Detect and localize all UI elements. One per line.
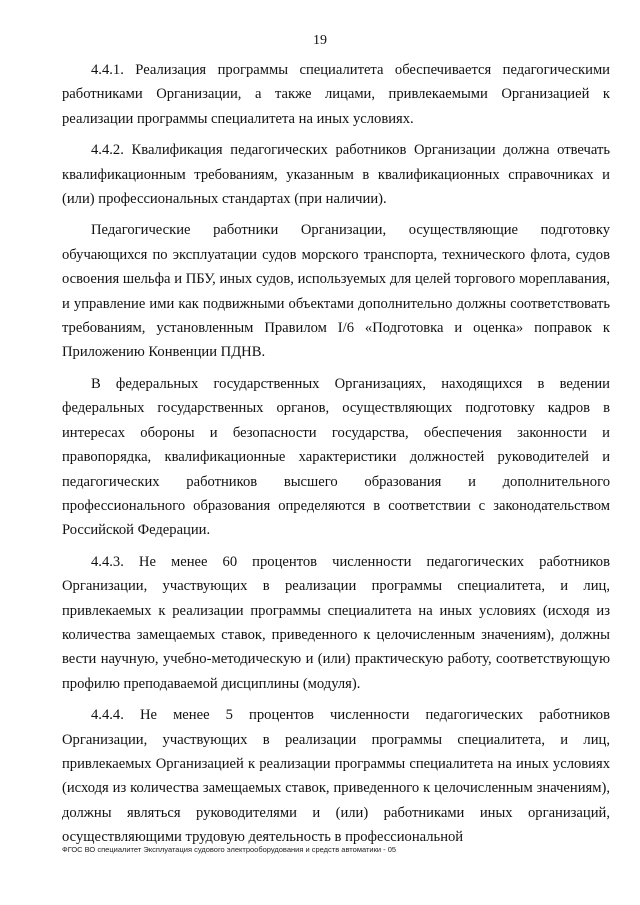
- paragraph-federal-organizations: В федеральных государственных Организациях, находящихся в ведении федеральных государственных органов, осуществляющих подготовку кадров в интересах обороны и безопасности государства, обеспечения законности и правопорядка, квалификационные характеристики должностей руководителей и педагогических работников высшего образования и дополнительного профессионального образования определяются в соответствии с законодательством Российской Федерации.: [62, 375, 610, 539]
- paragraph-4-4-4: 4.4.4. Не менее 5 процентов численности педагогических работников Организации, участвующих в реализации программы специалитета, и лиц, привлекаемых Организацией к реализации программы специалитета на иных условиях (исходя из количества замещаемых ставок, приведенного к целочисленным значениям), должны являться руководителями и (или) работниками иных организаций, осуществляющими трудовую деятельность в профессиональной: [62, 707, 610, 846]
- paragraph-4-4-3: 4.4.3. Не менее 60 процентов численности педагогических работников Организации, участвующих в реализации программы специалитета, и лиц, привлекаемых к реализации программы специалитета на иных условиях (исходя из количества замещаемых ставок, приведенного к целочисленным значениям), должны вести научную, учебно-методическую и (или) практическую работу, соответствующую профилю преподаваемой дисциплины (модуля).: [62, 553, 610, 692]
- paragraph-pdnv-requirements: Педагогические работники Организации, осуществляющие подготовку обучающихся по эксплуатации судов морского транспорта, технического флота, судов освоения шельфа и ПБУ, иных судов, используемых для целей торгового мореплавания, и управление ими как подвижными объектами дополнительно должны соответствовать требованиям, установленным Правилом I/6 «Подготовка и оценка» поправок к Приложению Конвенции ПДНВ.: [62, 222, 610, 361]
- page-number: 19: [313, 33, 327, 48]
- page-footer: ФГОС ВО специалитет Эксплуатация судового электрооборудования и средств автоматики - 05: [62, 845, 397, 854]
- document-body: [62, 58, 610, 857]
- paragraph-4-4-2: 4.4.2. Квалификация педагогических работников Организации должна отвечать квалификационным требованиям, указанным в квалификационных справочниках и (или) профессиональных стандартах (при наличии).: [62, 142, 610, 208]
- paragraph-4-4-1: 4.4.1. Реализация программы специалитета обеспечивается педагогическими работниками Организации, а также лицами, привлекаемыми Организацией к реализации программы специалитета на иных условиях.: [62, 62, 610, 127]
